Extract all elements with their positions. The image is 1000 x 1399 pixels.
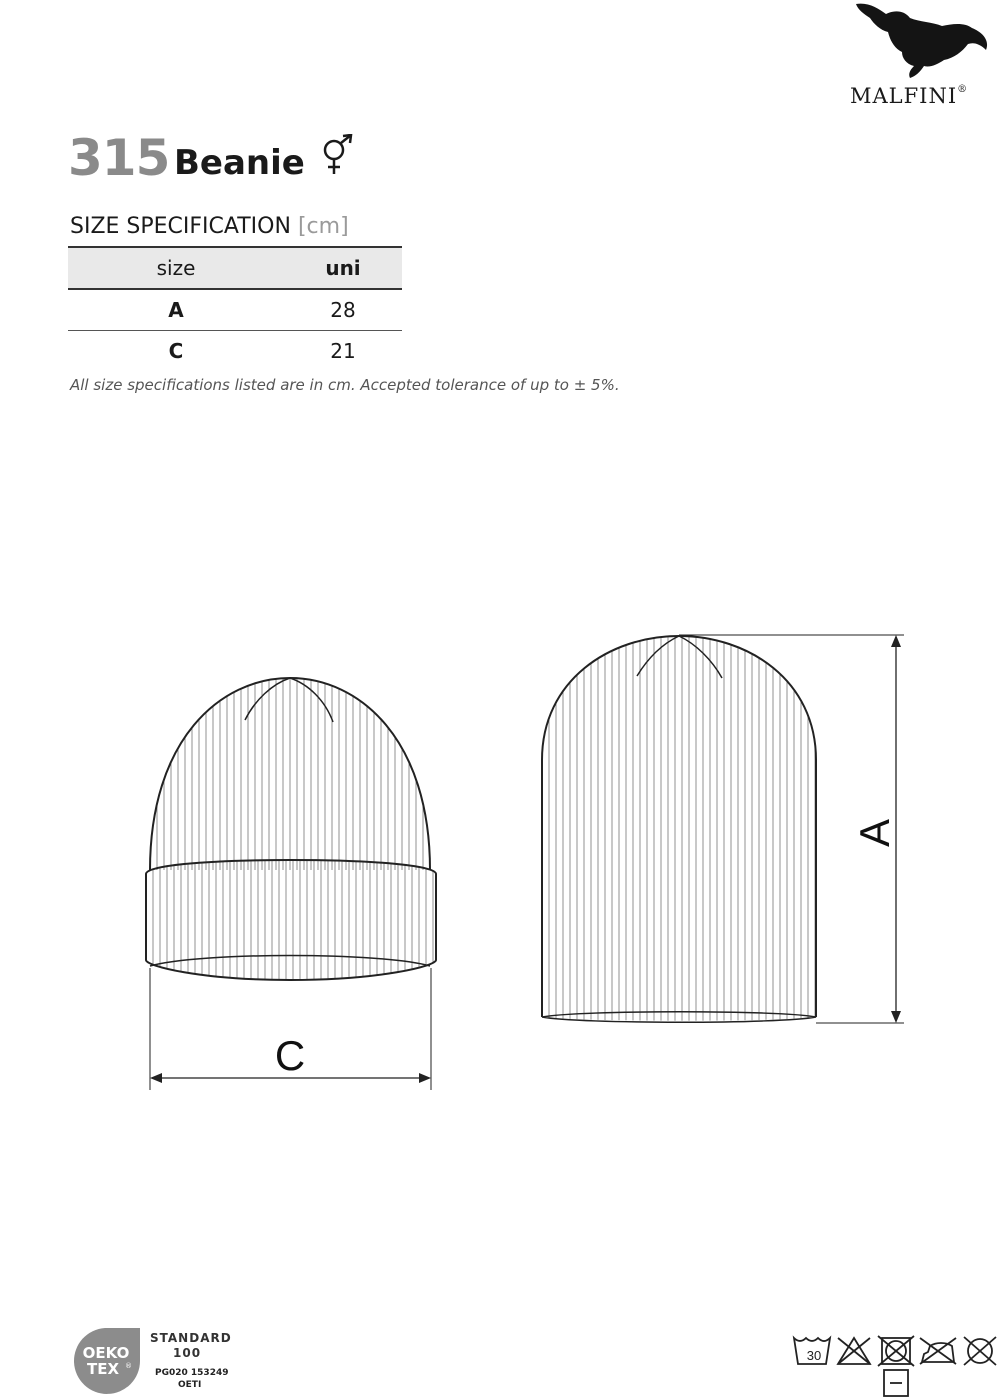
oeko-tex-badge bbox=[70, 1326, 140, 1398]
unisex-icon bbox=[318, 134, 358, 182]
svg-text:TEX: TEX bbox=[86, 1360, 120, 1378]
beanie-side-view bbox=[542, 630, 816, 1025]
size-code: C bbox=[168, 339, 184, 363]
brand-logo bbox=[846, 0, 996, 110]
table-header-row bbox=[68, 247, 402, 289]
dimension-c bbox=[150, 968, 431, 1090]
spec-unit: [cm] bbox=[297, 214, 349, 239]
beanie-front-view bbox=[146, 670, 436, 982]
size-value: 21 bbox=[330, 339, 356, 363]
technical-drawing bbox=[0, 600, 1000, 1100]
product-number: 315 bbox=[68, 129, 170, 187]
no-dry-clean-icon bbox=[964, 1337, 996, 1365]
label-c: C bbox=[274, 1032, 306, 1079]
tolerance-note: All size specifications listed are in cm. Accepted tolerance of up to ± 5%. bbox=[70, 376, 620, 394]
size-code: A bbox=[68, 289, 284, 331]
size-table bbox=[68, 246, 402, 371]
svg-text:OEKO: OEKO bbox=[82, 1344, 130, 1362]
oeko-certificate: PG020 153249 bbox=[155, 1368, 229, 1378]
column-header-size: size bbox=[68, 247, 284, 289]
wash-30-icon bbox=[794, 1338, 830, 1364]
care-symbols bbox=[790, 1332, 1000, 1398]
svg-text:30: 30 bbox=[806, 1348, 822, 1363]
column-header-uni: uni bbox=[284, 247, 402, 289]
eagle-icon bbox=[850, 0, 990, 82]
no-tumble-dry-icon bbox=[878, 1336, 914, 1366]
spec-heading: SIZE SPECIFICATION [cm] bbox=[70, 214, 349, 239]
no-bleach-icon bbox=[838, 1338, 870, 1364]
no-iron-icon bbox=[920, 1338, 956, 1364]
label-a: A bbox=[851, 818, 898, 848]
size-value: 28 bbox=[284, 289, 402, 331]
oeko-standard-number: 100 bbox=[173, 1346, 202, 1360]
product-name: Beanie bbox=[174, 143, 305, 183]
svg-text:®: ® bbox=[125, 1362, 132, 1370]
brand-name: MALFINI® bbox=[850, 84, 969, 108]
dimension-a bbox=[679, 635, 904, 1023]
oeko-institute: OETI bbox=[178, 1380, 202, 1390]
oeko-standard: STANDARD bbox=[150, 1331, 232, 1345]
table-row bbox=[68, 289, 402, 331]
dry-flat-icon bbox=[884, 1370, 908, 1396]
table-row bbox=[68, 331, 402, 372]
